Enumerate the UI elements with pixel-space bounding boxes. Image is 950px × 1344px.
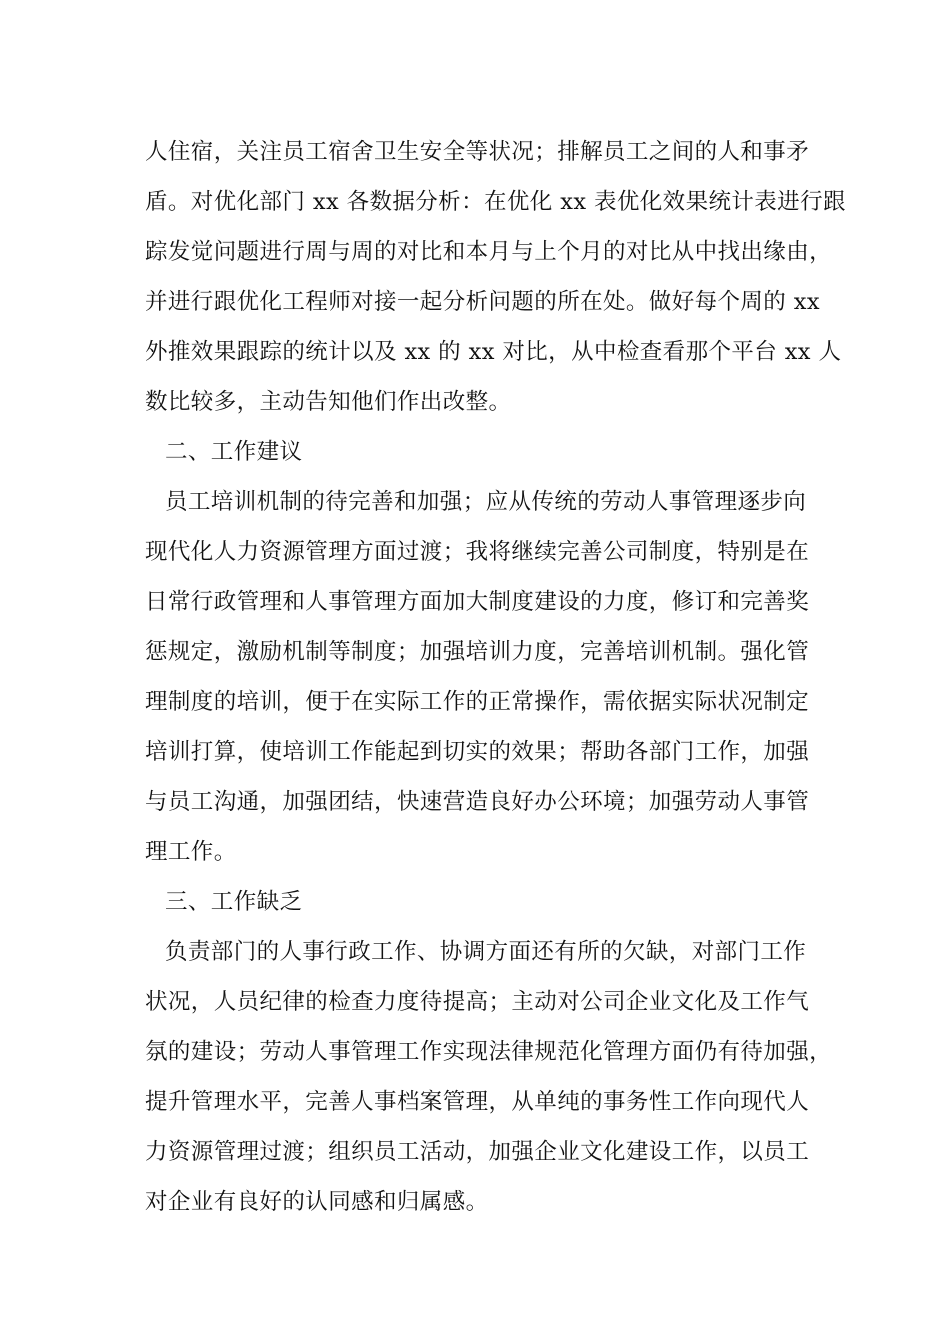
section-heading-suggestions: 二、工作建议 (165, 439, 303, 465)
paragraph-2-line-6: 培训打算，使培训工作能起到切实的效果；帮助各部门工作，加强 (145, 739, 810, 765)
paragraph-2-line-3: 日常行政管理和人事管理方面加大制度建设的力度，修订和完善奖 (145, 589, 810, 615)
paragraph-2-line-8: 理工作。 (145, 839, 237, 865)
paragraph-1-line-4: 并进行跟优化工程师对接一起分析问题的所在处。做好每个周的 xx (145, 289, 820, 315)
paragraph-1-line-1: 人住宿，关注员工宿舍卫生安全等状况；排解员工之间的人和事矛 (145, 139, 810, 165)
paragraph-3-line-4: 提升管理水平，完善人事档案管理，从单纯的事务性工作向现代人 (145, 1089, 810, 1115)
paragraph-2-line-5: 理制度的培训，便于在实际工作的正常操作，需依据实际状况制定 (145, 689, 810, 715)
paragraph-3-line-3: 氛的建设；劳动人事管理工作实现法律规范化管理方面仍有待加强， (145, 1039, 833, 1065)
paragraph-1-line-5: 外推效果跟踪的统计以及 xx 的 xx 对比，从中检查看那个平台 xx 人 (145, 339, 842, 365)
paragraph-1-line-2: 盾。对优化部门 xx 各数据分析：在优化 xx 表优化效果统计表进行跟 (145, 189, 846, 215)
paragraph-1-line-6: 数比较多，主动告知他们作出改整。 (145, 389, 512, 415)
paragraph-3-line-5: 力资源管理过渡；组织员工活动，加强企业文化建设工作，以员工 (145, 1139, 810, 1165)
paragraph-3-line-2: 状况，人员纪律的检查力度待提高；主动对公司企业文化及工作气 (145, 989, 810, 1015)
paragraph-2-line-1: 员工培训机制的待完善和加强；应从传统的劳动人事管理逐步向 (165, 489, 807, 515)
paragraph-2-line-7: 与员工沟通，加强团结，快速营造良好办公环境；加强劳动人事管 (145, 789, 810, 815)
paragraph-3-line-1: 负责部门的人事行政工作、协调方面还有所的欠缺，对部门工作 (165, 939, 807, 965)
paragraph-1-line-3: 踪发觉问题进行周与周的对比和本月与上个月的对比从中找出缘由， (145, 239, 833, 265)
paragraph-2-line-2: 现代化人力资源管理方面过渡；我将继续完善公司制度，特别是在 (145, 539, 810, 565)
section-heading-shortcomings: 三、工作缺乏 (165, 889, 303, 915)
paragraph-2-line-4: 惩规定，激励机制等制度；加强培训力度，完善培训机制。强化管 (145, 639, 810, 665)
paragraph-3-line-6: 对企业有良好的认同感和归属感。 (145, 1189, 489, 1215)
